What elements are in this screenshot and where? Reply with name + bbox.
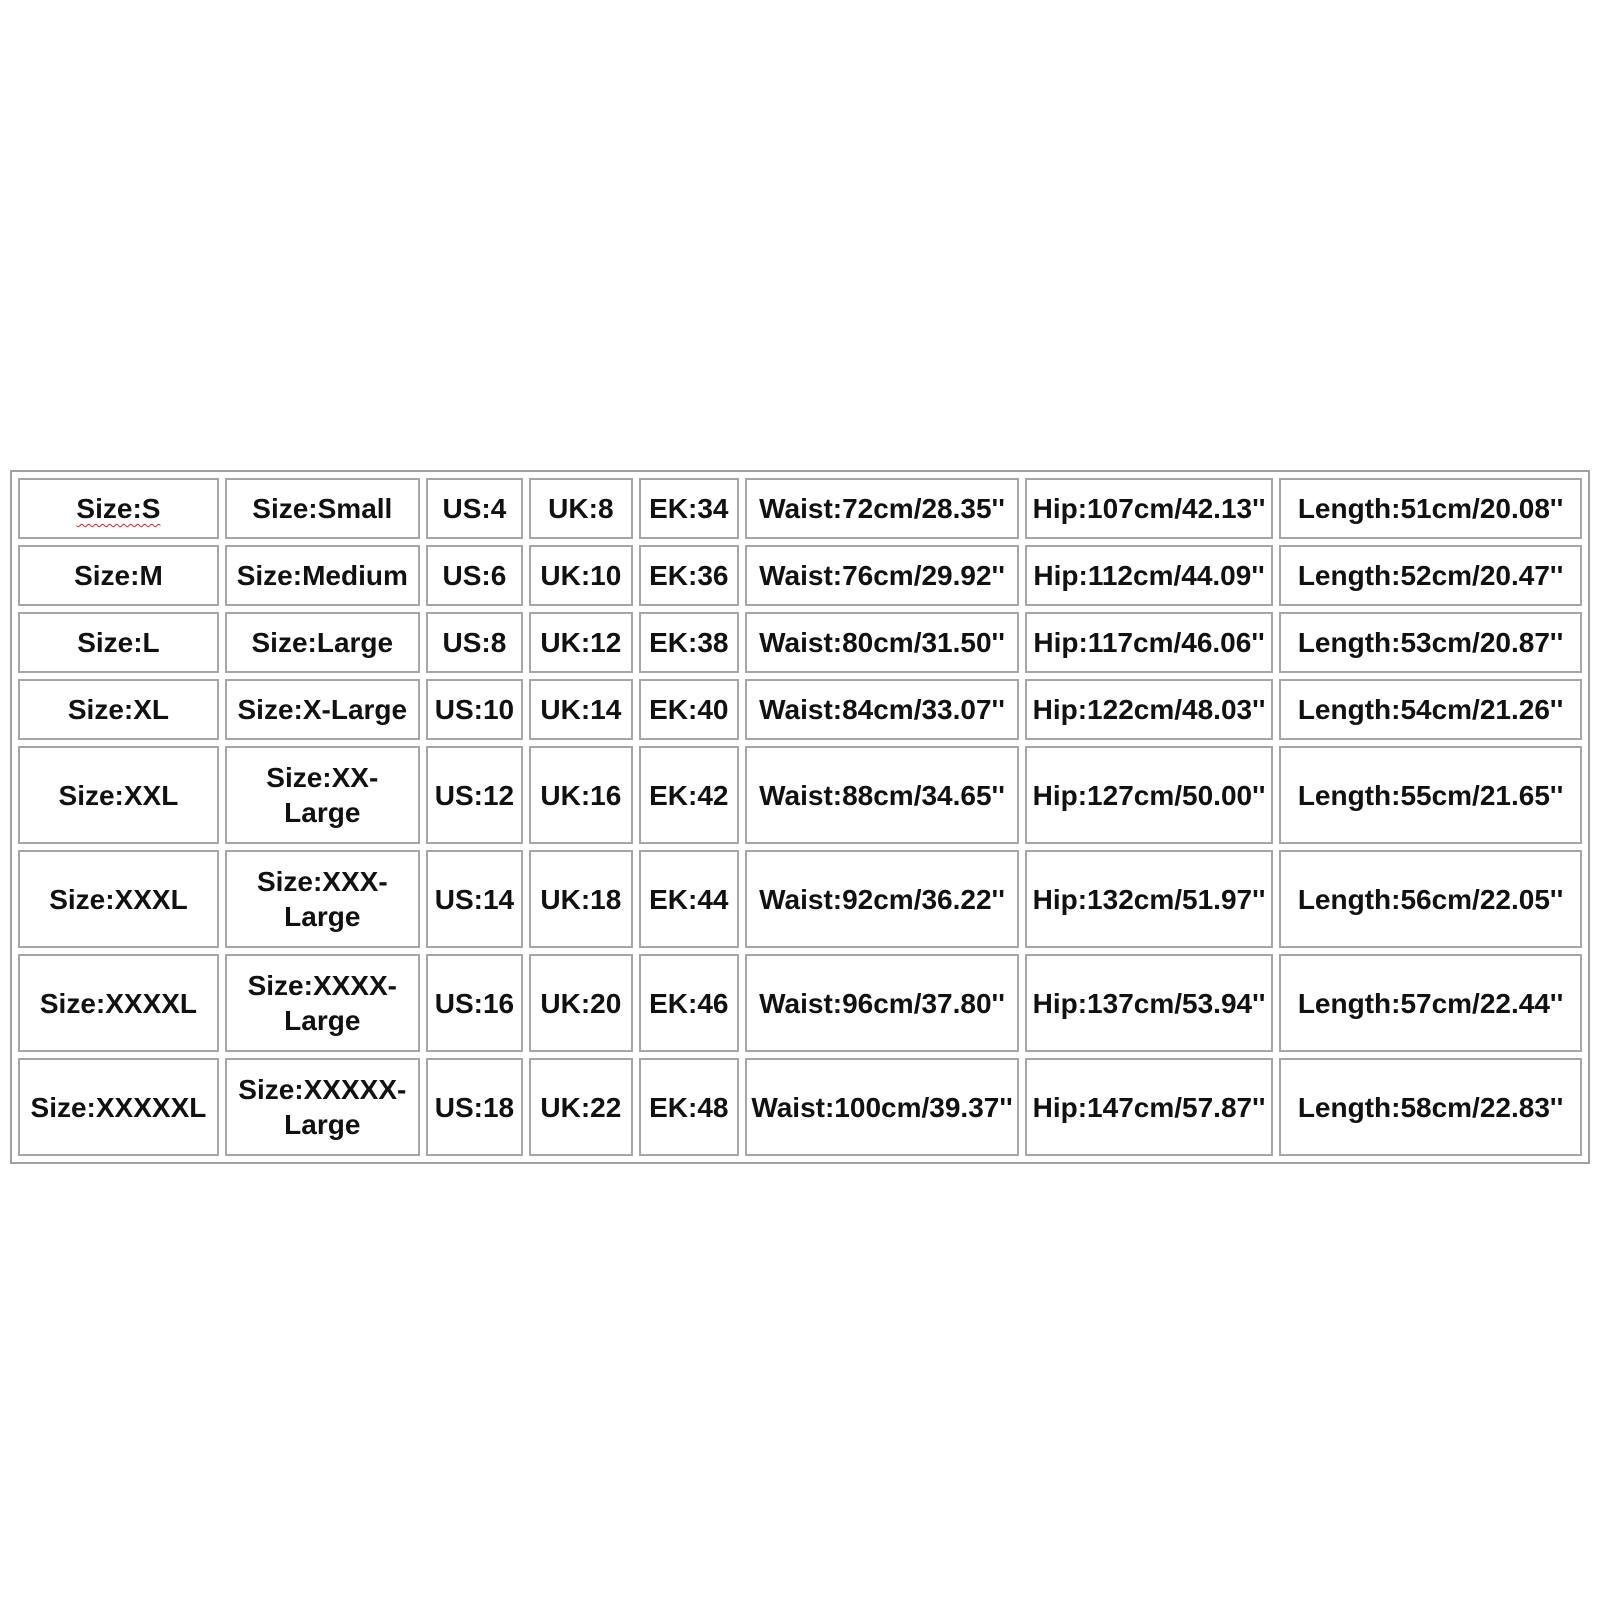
ek-size-cell: EK:40 xyxy=(639,679,739,740)
hip-cell: Hip:127cm/50.00'' xyxy=(1025,746,1273,844)
size-code-cell: Size:XXL xyxy=(18,746,219,844)
ek-size-cell: EK:44 xyxy=(639,850,739,948)
waist-cell: Waist:92cm/36.22'' xyxy=(745,850,1019,948)
us-size-cell: US:12 xyxy=(426,746,523,844)
table-row xyxy=(18,1058,1582,1156)
size-code-cell: Size:M xyxy=(18,545,219,606)
table-row xyxy=(18,478,1582,539)
size-code-cell: Size:XXXXL xyxy=(18,954,219,1052)
size-name-cell: Size:Medium xyxy=(225,545,420,606)
size-code-cell: Size:XXXL xyxy=(18,850,219,948)
size-name-cell: Size:XXXXX-Large xyxy=(225,1058,420,1156)
table-row xyxy=(18,545,1582,606)
table-row xyxy=(18,850,1582,948)
hip-cell: Hip:117cm/46.06'' xyxy=(1025,612,1273,673)
size-code-cell: Size:XXXXXL xyxy=(18,1058,219,1156)
size-name-cell: Size:XXX-Large xyxy=(225,850,420,948)
us-size-cell: US:6 xyxy=(426,545,523,606)
size-code-cell: Size:L xyxy=(18,612,219,673)
size-code-cell: Size:XL xyxy=(18,679,219,740)
uk-size-cell: UK:18 xyxy=(529,850,632,948)
table-row xyxy=(18,954,1582,1052)
size-name-cell: Size:Small xyxy=(225,478,420,539)
ek-size-cell: EK:42 xyxy=(639,746,739,844)
size-chart xyxy=(10,470,1590,1164)
size-table xyxy=(12,472,1588,1162)
ek-size-cell: EK:48 xyxy=(639,1058,739,1156)
us-size-cell: US:14 xyxy=(426,850,523,948)
waist-cell: Waist:96cm/37.80'' xyxy=(745,954,1019,1052)
size-code-cell xyxy=(18,478,219,539)
waist-cell: Waist:76cm/29.92'' xyxy=(745,545,1019,606)
length-cell: Length:57cm/22.44'' xyxy=(1279,954,1582,1052)
waist-cell: Waist:72cm/28.35'' xyxy=(745,478,1019,539)
uk-size-cell: UK:14 xyxy=(529,679,632,740)
waist-cell: Waist:100cm/39.37'' xyxy=(745,1058,1019,1156)
us-size-cell: US:18 xyxy=(426,1058,523,1156)
hip-cell: Hip:122cm/48.03'' xyxy=(1025,679,1273,740)
waist-cell: Waist:80cm/31.50'' xyxy=(745,612,1019,673)
length-cell: Length:55cm/21.65'' xyxy=(1279,746,1582,844)
size-code-text: Size:S xyxy=(76,493,161,524)
length-cell: Length:58cm/22.83'' xyxy=(1279,1058,1582,1156)
table-row xyxy=(18,679,1582,740)
us-size-cell: US:4 xyxy=(426,478,523,539)
waist-cell: Waist:84cm/33.07'' xyxy=(745,679,1019,740)
us-size-cell: US:16 xyxy=(426,954,523,1052)
uk-size-cell: UK:22 xyxy=(529,1058,632,1156)
uk-size-cell: UK:12 xyxy=(529,612,632,673)
uk-size-cell: UK:10 xyxy=(529,545,632,606)
length-cell: Length:56cm/22.05'' xyxy=(1279,850,1582,948)
us-size-cell: US:10 xyxy=(426,679,523,740)
uk-size-cell: UK:20 xyxy=(529,954,632,1052)
ek-size-cell: EK:46 xyxy=(639,954,739,1052)
length-cell: Length:52cm/20.47'' xyxy=(1279,545,1582,606)
hip-cell: Hip:147cm/57.87'' xyxy=(1025,1058,1273,1156)
hip-cell: Hip:112cm/44.09'' xyxy=(1025,545,1273,606)
size-name-cell: Size:Large xyxy=(225,612,420,673)
size-name-cell: Size:XX-Large xyxy=(225,746,420,844)
length-cell: Length:54cm/21.26'' xyxy=(1279,679,1582,740)
uk-size-cell: UK:8 xyxy=(529,478,632,539)
ek-size-cell: EK:34 xyxy=(639,478,739,539)
uk-size-cell: UK:16 xyxy=(529,746,632,844)
us-size-cell: US:8 xyxy=(426,612,523,673)
table-row xyxy=(18,746,1582,844)
ek-size-cell: EK:36 xyxy=(639,545,739,606)
table-row xyxy=(18,612,1582,673)
waist-cell: Waist:88cm/34.65'' xyxy=(745,746,1019,844)
length-cell: Length:53cm/20.87'' xyxy=(1279,612,1582,673)
length-cell: Length:51cm/20.08'' xyxy=(1279,478,1582,539)
hip-cell: Hip:132cm/51.97'' xyxy=(1025,850,1273,948)
ek-size-cell: EK:38 xyxy=(639,612,739,673)
size-name-cell: Size:X-Large xyxy=(225,679,420,740)
hip-cell: Hip:137cm/53.94'' xyxy=(1025,954,1273,1052)
size-name-cell: Size:XXXX-Large xyxy=(225,954,420,1052)
hip-cell: Hip:107cm/42.13'' xyxy=(1025,478,1273,539)
